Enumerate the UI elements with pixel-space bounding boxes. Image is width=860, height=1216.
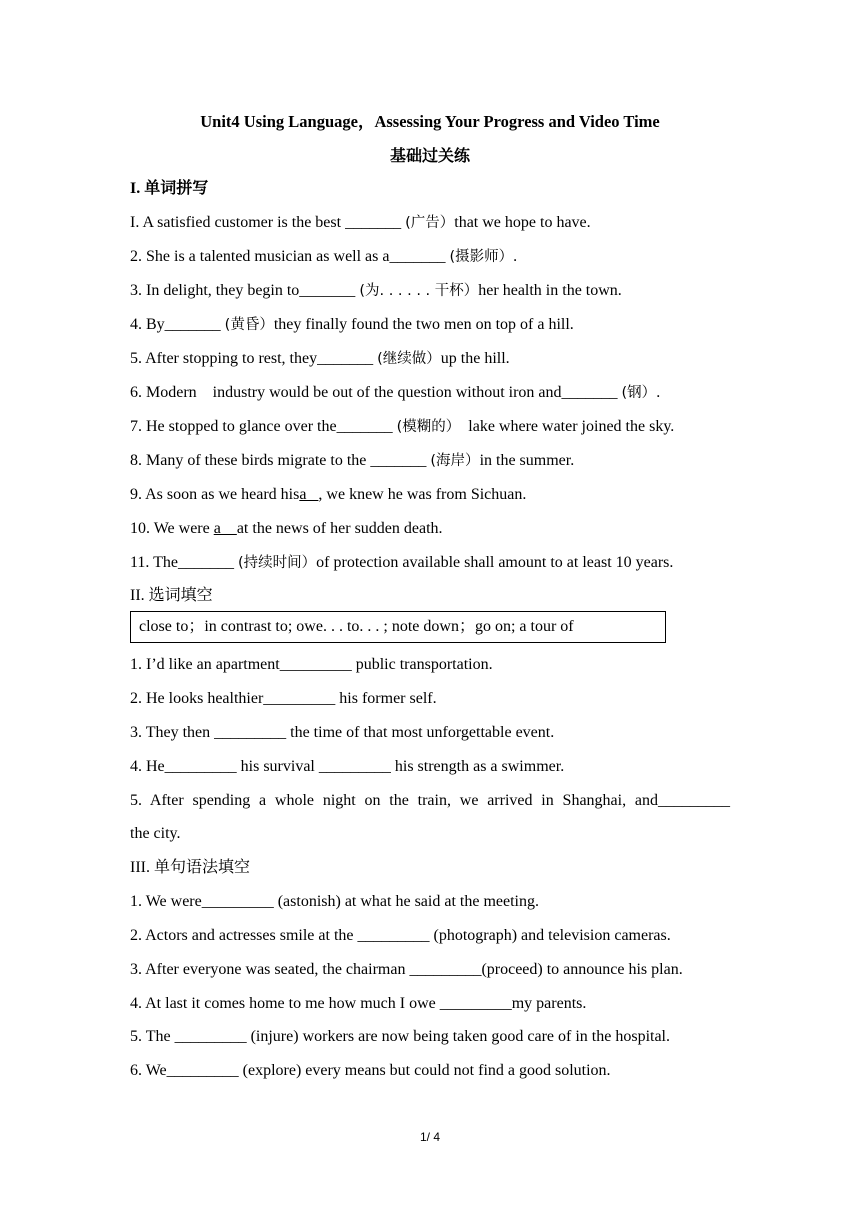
section-3-item-6: 6. We_________ (explore) every means but could not find a good solution. (130, 1062, 611, 1079)
section-1-item-1: I. A satisfied customer is the best _______ (广告）that we hope to have. (130, 214, 591, 231)
section-2-item-5: 5. After spending a whole night on the train, we arrived in Shanghai, and_________ (130, 792, 730, 809)
section-1-item-8: 8. Many of these birds migrate to the _______ (海岸）in the summer. (130, 452, 575, 469)
section-1-item-4: 4. By_______ (黄昏）they finally found the two men on top of a hill. (130, 316, 574, 333)
document-subtitle: 基础过关练 (389, 146, 470, 165)
section-2-item-3: 3. They then _________ the time of that most unforgettable event. (130, 724, 555, 741)
section-3-heading: III. 单句语法填空 (130, 859, 250, 876)
section-2-item-1: 1. I’d like an apartment_________ public transportation. (130, 656, 493, 673)
page-number: 1/ 4 (419, 1130, 440, 1144)
word-bank-box: close to；in contrast to; owe. . . to. . . ; note down；go on; a tour of (130, 611, 666, 643)
section-2-item-4: 4. He_________ his survival _________ his strength as a swimmer. (130, 758, 565, 775)
section-3-item-3: 3. After everyone was seated, the chairman _________(proceed) to announce his plan. (130, 961, 683, 978)
section-1-item-2: 2. She is a talented musician as well as a_______ (摄影师）. (130, 248, 518, 265)
section-1-item-7: 7. He stopped to glance over the_______ (模糊的） lake where water joined the sky. (130, 418, 675, 435)
section-3-item-5: 5. The _________ (injure) workers are now being taken good care of in the hospital. (130, 1028, 670, 1045)
answer-blank: a (213, 520, 237, 537)
section-3-item-1: 1. We were_________ (astonish) at what he said at the meeting. (130, 893, 539, 910)
section-2-heading: II. 选词填空 (130, 587, 213, 604)
answer-blank: a (299, 486, 319, 503)
section-1-item-6: 6. Modern industry would be out of the question without iron and_______ (钢）. (130, 384, 661, 401)
section-3-item-4: 4. At last it comes home to me how much I owe _________my parents. (130, 995, 587, 1012)
section-2-item-2: 2. He looks healthier_________ his former self. (130, 690, 437, 707)
section-1-item-10: 10. We were a at the news of her sudden death. (130, 520, 443, 537)
section-1-heading: I. 单词拼写 (130, 180, 209, 197)
section-2-item-5-continued: the city. (130, 825, 181, 842)
section-1-item-3: 3. In delight, they begin to_______ (为. . . . . . 干杯）her health in the town. (130, 282, 622, 299)
section-3-item-2: 2. Actors and actresses smile at the _________ (photograph) and television cameras. (130, 927, 671, 944)
section-1-item-11: 11. The_______ (持续时间）of protection available shall amount to at least 10 years. (130, 554, 674, 571)
section-1-item-9: 9. As soon as we heard hisa , we knew he was from Sichuan. (130, 486, 527, 503)
document-title: Unit4 Using Language，Assessing Your Progress and Video Time (200, 112, 660, 131)
section-1-item-5: 5. After stopping to rest, they_______ (继续做）up the hill. (130, 350, 510, 367)
